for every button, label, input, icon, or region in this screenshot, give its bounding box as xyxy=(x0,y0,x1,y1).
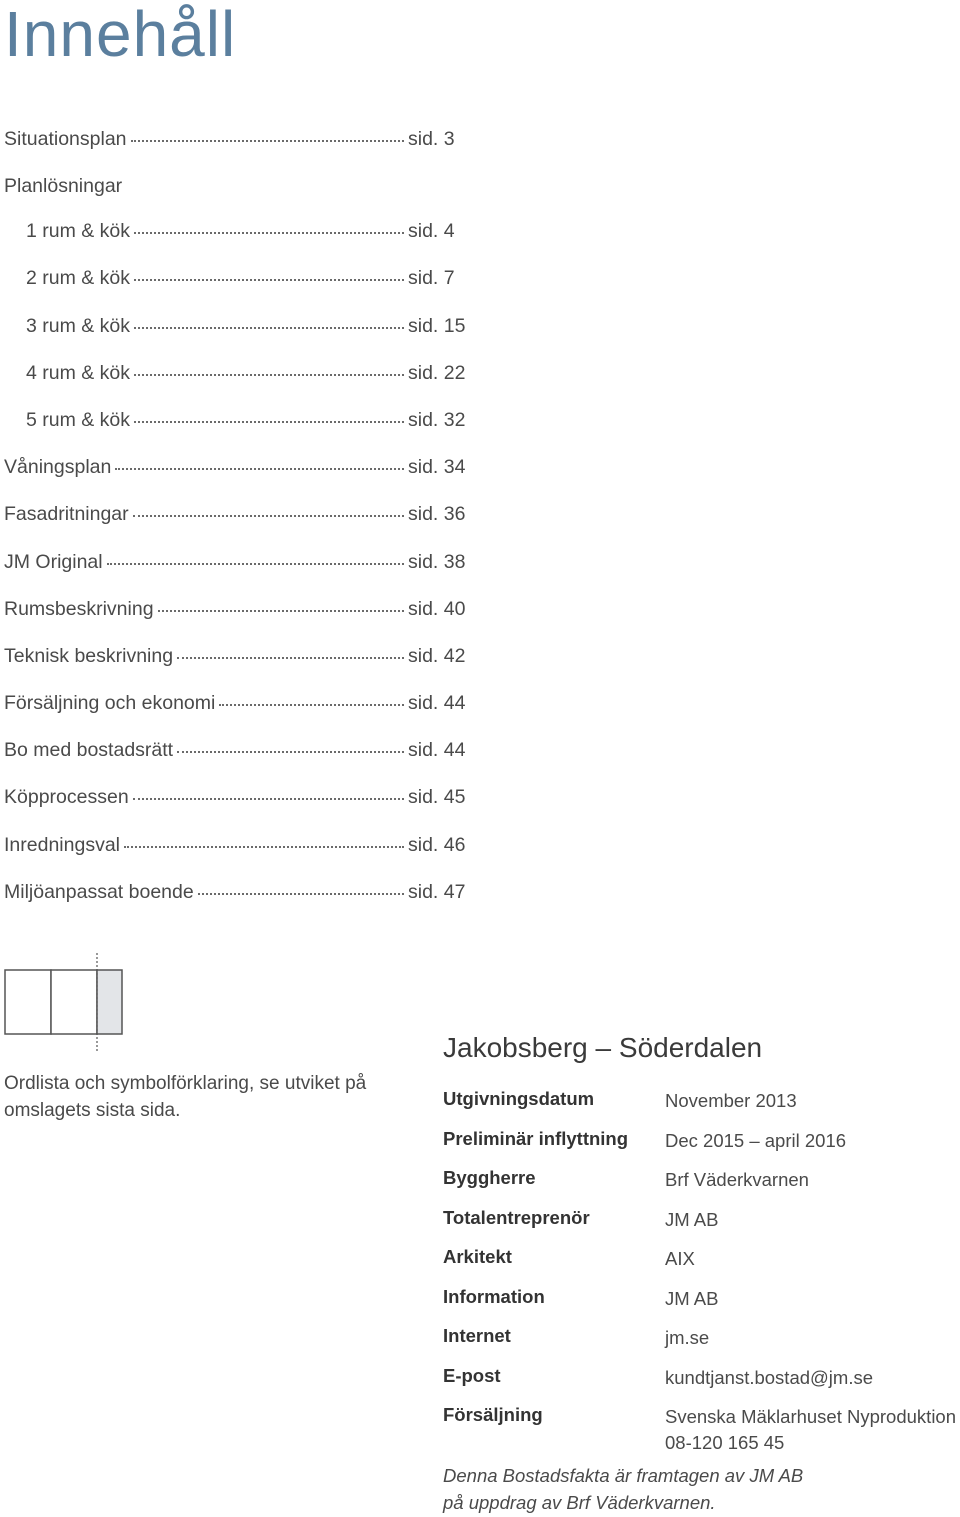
fact-label: Arkitekt xyxy=(443,1246,512,1267)
toc-leader-dots xyxy=(107,563,404,565)
toc-item xyxy=(4,551,464,598)
page-title: Innehåll xyxy=(4,0,237,70)
toc-item xyxy=(4,315,464,362)
fact-label: Information xyxy=(443,1285,545,1307)
fact-value-line: AIX xyxy=(665,1248,695,1269)
fact-label: Utgivningsdatum xyxy=(443,1088,595,1109)
fact-value-line: 08-120 165 45 xyxy=(665,1432,785,1453)
toc-item xyxy=(4,503,464,550)
toc-label: 3 rum & kök xyxy=(26,314,131,337)
toc-page-number: sid. 3 xyxy=(408,128,455,150)
fact-row xyxy=(443,1207,960,1247)
toc-item xyxy=(4,362,464,409)
toc-label: Planlösningar xyxy=(4,175,123,198)
toc-leader-dots xyxy=(124,846,404,848)
fact-row xyxy=(443,1088,960,1128)
toc-leader-dots xyxy=(198,893,404,895)
fact-row xyxy=(443,1286,960,1326)
toc-label: Teknisk beskrivning xyxy=(4,644,174,667)
toc-item xyxy=(4,267,464,314)
toc-leader-dots xyxy=(133,798,404,800)
fact-row xyxy=(443,1167,960,1207)
toc-label: Fasadritningar xyxy=(4,503,129,526)
toc-label: Köpprocessen xyxy=(4,786,129,809)
toc-item xyxy=(4,409,464,456)
toc-leader-dots xyxy=(133,515,404,517)
fact-value xyxy=(665,1167,960,1207)
toc-page-number: sid. 34 xyxy=(408,456,466,479)
toc-page-number: sid. 7 xyxy=(408,267,455,290)
toc-leader-dots xyxy=(115,468,404,470)
toc-page-number: sid. 38 xyxy=(408,550,466,573)
toc-leader-dots xyxy=(219,704,404,706)
toc-label: Situationsplan xyxy=(4,128,127,150)
toc-leader-dots xyxy=(177,751,404,753)
toc-leader-dots xyxy=(134,232,404,234)
toc-item xyxy=(4,692,464,739)
toc-label: 1 rum & kök xyxy=(26,220,131,243)
toc-label: Miljöanpassat boende xyxy=(4,880,194,903)
toc-item xyxy=(4,220,464,267)
toc-page-number: sid. 44 xyxy=(408,739,466,762)
fact-value xyxy=(665,1088,960,1128)
fact-label: Totalentreprenör xyxy=(443,1206,590,1228)
toc-leader-dots xyxy=(177,657,404,659)
toc-label: Bo med bostadsrätt xyxy=(4,739,174,762)
foldout-icon xyxy=(4,952,124,1054)
fact-value-line: JM AB xyxy=(665,1208,719,1230)
fact-value xyxy=(665,1207,960,1247)
toc-leader-dots xyxy=(158,610,404,612)
fact-value xyxy=(665,1365,960,1405)
fact-label: Försäljning xyxy=(443,1404,543,1425)
fact-value xyxy=(665,1325,960,1365)
toc-page-number: sid. 47 xyxy=(408,880,466,903)
toc-page-number: sid. 32 xyxy=(408,408,466,431)
toc-leader-dots xyxy=(131,140,404,142)
fact-row xyxy=(443,1246,960,1286)
project-title: Jakobsberg – Söderdalen xyxy=(443,1032,763,1063)
toc-page-number: sid. 15 xyxy=(408,314,466,337)
toc-label: JM Original xyxy=(4,550,103,573)
fact-row xyxy=(443,1365,960,1405)
toc-page-number: sid. 44 xyxy=(408,692,466,715)
toc-leader-dots xyxy=(134,374,404,376)
fact-value xyxy=(665,1404,960,1456)
toc-item xyxy=(4,598,464,645)
fact-value-line: JM AB xyxy=(665,1287,719,1309)
table-of-contents xyxy=(4,128,464,928)
fact-label: Internet xyxy=(443,1325,511,1346)
toc-item xyxy=(4,786,464,833)
toc-item xyxy=(4,645,464,692)
fact-row xyxy=(443,1128,960,1168)
facts-list xyxy=(443,1088,960,1456)
toc-leader-dots xyxy=(134,327,404,329)
fact-value xyxy=(665,1286,960,1326)
toc-item xyxy=(4,175,464,220)
toc-label: 4 rum & kök xyxy=(26,361,131,384)
fact-label: Byggherre xyxy=(443,1167,536,1188)
toc-item xyxy=(4,739,464,786)
fact-value-line: kundtjanst.bostad@jm.se xyxy=(665,1366,873,1388)
fact-row xyxy=(443,1404,960,1456)
housing-facts xyxy=(443,1028,960,1456)
toc-page-number: sid. 45 xyxy=(408,786,466,809)
fact-label: E-post xyxy=(443,1364,501,1386)
fact-value-line: November 2013 xyxy=(665,1090,797,1111)
toc-label: 2 rum & kök xyxy=(26,267,131,290)
fact-value-line: Svenska Mäklarhuset Nyproduktion xyxy=(665,1406,957,1427)
toc-item xyxy=(4,456,464,503)
toc-label: Våningsplan xyxy=(4,456,112,479)
toc-label: 5 rum & kök xyxy=(26,408,131,431)
toc-leader-dots xyxy=(134,421,404,423)
toc-item xyxy=(4,834,464,881)
toc-page-number: sid. 36 xyxy=(408,503,466,526)
footer-note xyxy=(443,1462,943,1516)
toc-page-number: sid. 4 xyxy=(408,220,455,243)
glossary-note: Ordlista och symbolförklaring, se utviket på omslagets sista sida. xyxy=(4,1073,367,1121)
toc-item xyxy=(4,128,464,175)
toc-page-number: sid. 42 xyxy=(408,644,466,667)
toc-page-number: sid. 22 xyxy=(408,361,466,384)
footer-line: på uppdrag av Brf Väderkvarnen. xyxy=(443,1492,716,1513)
fact-row xyxy=(443,1325,960,1365)
fact-value xyxy=(665,1246,960,1286)
fact-value-line: jm.se xyxy=(665,1327,710,1348)
fact-value xyxy=(665,1128,960,1168)
toc-label: Inredningsval xyxy=(4,833,120,856)
toc-label: Rumsbeskrivning xyxy=(4,597,154,620)
toc-label: Försäljning och ekonomi xyxy=(4,692,216,715)
toc-page-number: sid. 40 xyxy=(408,597,466,620)
fact-value-line: Brf Väderkvarnen xyxy=(665,1169,809,1190)
fact-label: Preliminär inflyttning xyxy=(443,1127,629,1149)
fact-value-line: Dec 2015 – april 2016 xyxy=(665,1129,847,1151)
toc-leader-dots xyxy=(134,279,404,281)
footer-line: Denna Bostadsfakta är framtagen av JM AB xyxy=(443,1465,804,1486)
toc-item xyxy=(4,881,464,928)
toc-page-number: sid. 46 xyxy=(408,833,466,856)
